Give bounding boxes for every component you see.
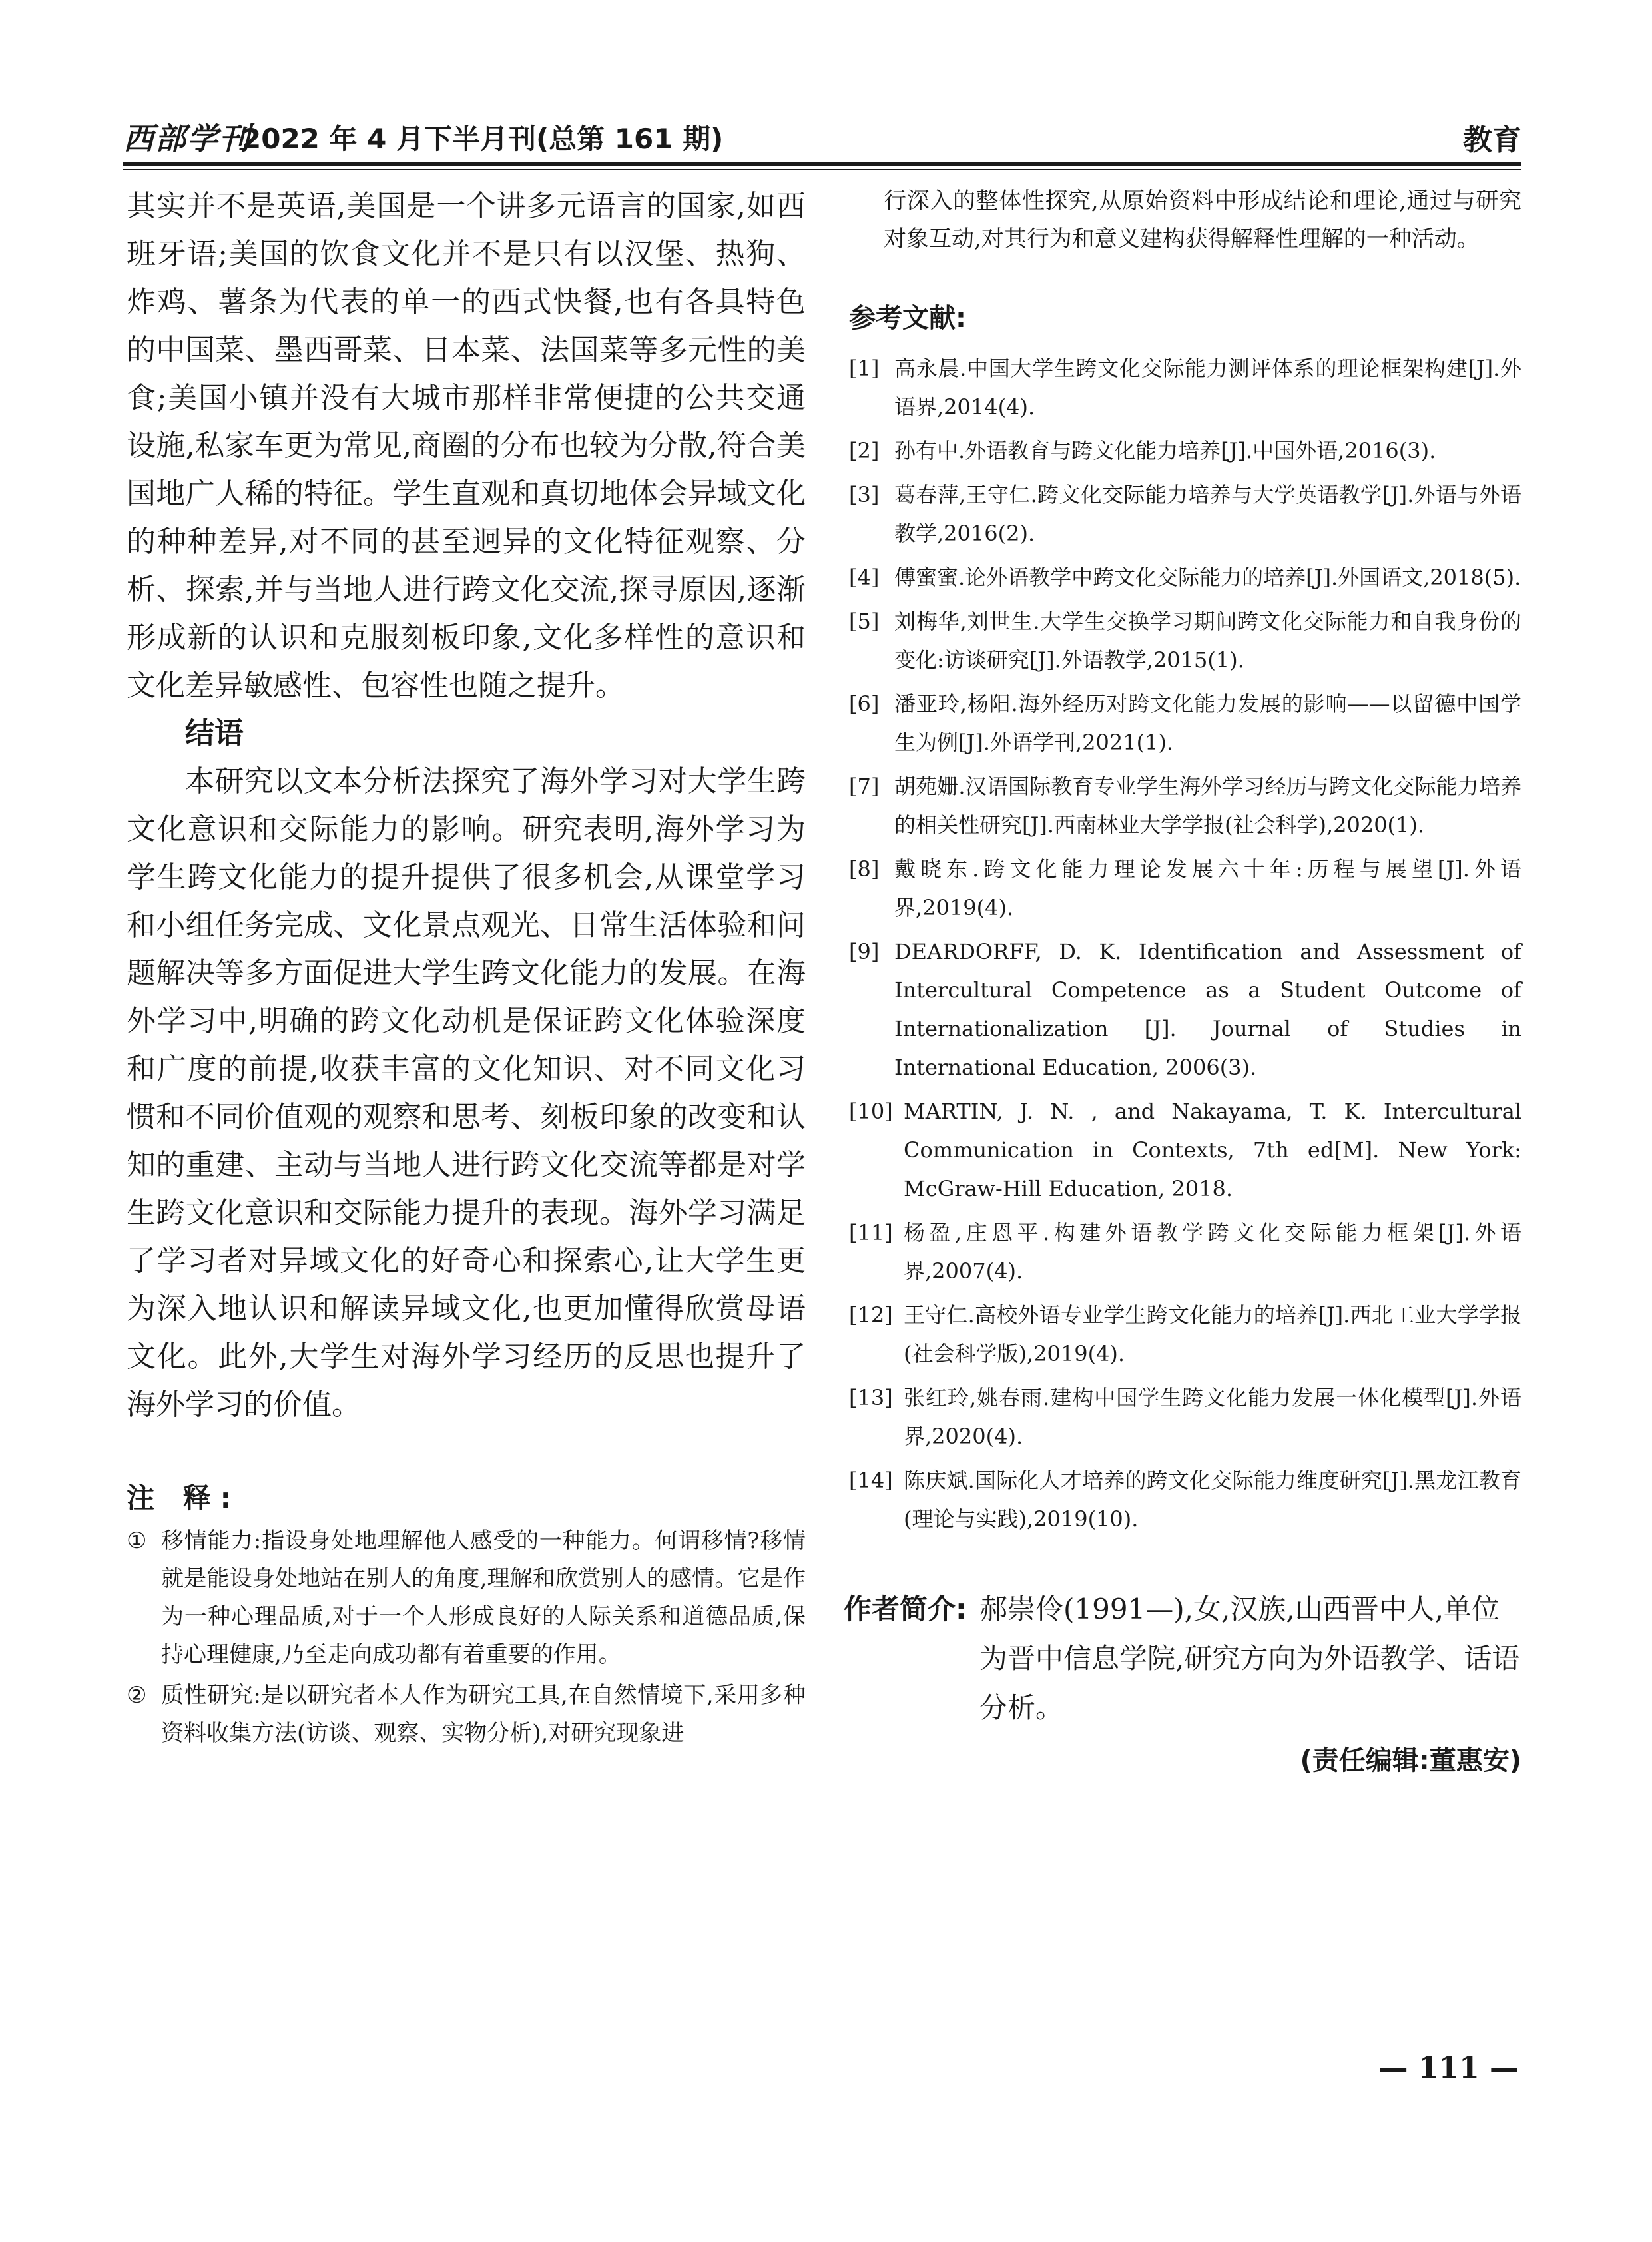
note-text: 质性研究:是以研究者本人作为研究工具,在自然情境下,采用多种资料收集方法(访谈、观察、实物分析),对研究现象进 bbox=[161, 1682, 806, 1747]
reference-number: [2] bbox=[849, 438, 880, 463]
header-rule-thick bbox=[123, 162, 1521, 166]
conclusion-paragraph: 本研究以文本分析法探究了海外学习对大学生跨文化意识和交际能力的影响。研究表明,海外学习为学生跨文化能力的提升提供了很多机会,从课堂学习和小组任务完成、文化景点观光、日常生活体验和问题解决等多方面促进大学生跨文化能力的发展。在海外学习中,明确的跨文化动机是保证跨文化体验深度和广度的前提,收获丰富的文化知识、对不同文化习惯和不同价值观的观察和思考、刻板印象的改变和认知的重建、主动与当地人进行跨文化交流等都是对学生跨文化意识和交际能力提升的表现。海外学习满足了学习者对异域文化的好奇心和探索心,让大学生更为深入地认识和解读异域文化,也更加懂得欣赏母语文化。此外,大学生对海外学习经历的反思也提升了海外学习的价值。 bbox=[127, 764, 806, 1422]
reference-number: [9] bbox=[849, 939, 880, 964]
reference-item bbox=[849, 1213, 1521, 1290]
notes-title: 注 释: bbox=[127, 1482, 241, 1514]
reference-text: 傅蜜蜜.论外语教学中跨文化交际能力的培养[J].外国语文,2018(5). bbox=[894, 565, 1521, 590]
left-column bbox=[127, 182, 806, 1753]
body-text bbox=[127, 182, 806, 1429]
author-bio bbox=[844, 1585, 1521, 1733]
reference-item bbox=[849, 767, 1521, 844]
reference-text: 刘梅华,刘世生.大学生交换学习期间跨文化交际能力和自我身份的变化:访谈研究[J].外语教学,2015(1). bbox=[894, 609, 1521, 673]
reference-number: [3] bbox=[849, 482, 880, 507]
author-text: 郝崇伶(1991—),女,汉族,山西晋中人,单位为晋中信息学院,研究方向为外语教学、话语分析。 bbox=[979, 1593, 1520, 1724]
reference-text: 胡苑姗.汉语国际教育专业学生海外学习经历与跨文化交际能力培养的相关性研究[J].西南林业大学学报(社会科学),2020(1). bbox=[894, 774, 1521, 838]
note-item bbox=[127, 1677, 806, 1753]
journal-logo: 西部学刊 bbox=[123, 121, 251, 156]
reference-number: [8] bbox=[849, 856, 880, 882]
reference-number: [14] bbox=[849, 1468, 893, 1493]
reference-text: 杨盈,庄恩平.构建外语教学跨文化交际能力框架[J].外语界,2007(4). bbox=[904, 1220, 1521, 1284]
right-column bbox=[844, 182, 1521, 1781]
reference-text: 王守仁.高校外语专业学生跨文化能力的培养[J].西北工业大学学报(社会科学版),2019(4). bbox=[904, 1302, 1521, 1366]
reference-text: 葛春萍,王守仁.跨文化交际能力培养与大学英语教学[J].外语与外语教学,2016(2). bbox=[894, 482, 1521, 546]
reference-number: [13] bbox=[849, 1385, 893, 1410]
reference-text: 潘亚玲,杨阳.海外经历对跨文化能力发展的影响——以留德中国学生为例[J].外语学刊,2021(1). bbox=[894, 691, 1521, 755]
reference-number: [6] bbox=[849, 691, 880, 716]
note-item bbox=[127, 1522, 806, 1674]
responsible-editor: (责任编辑:董惠安) bbox=[1300, 1745, 1521, 1776]
reference-text: 高永晨.中国大学生跨文化交际能力测评体系的理论框架构建[J].外语界,2014(4). bbox=[894, 356, 1521, 420]
author-label: 作者简介: bbox=[844, 1593, 967, 1625]
reference-number: [1] bbox=[849, 356, 880, 381]
reference-item bbox=[849, 349, 1521, 426]
reference-text: 陈庆斌.国际化人才培养的跨文化交际能力维度研究[J].黑龙江教育(理论与实践),2019(10). bbox=[904, 1468, 1521, 1532]
reference-item bbox=[849, 1296, 1521, 1373]
reference-item bbox=[849, 602, 1521, 679]
page-number: — 111 — bbox=[1378, 2051, 1519, 2085]
reference-number: [7] bbox=[849, 774, 880, 799]
references-list bbox=[849, 349, 1521, 1538]
reference-number: [4] bbox=[849, 565, 880, 590]
reference-number: [10] bbox=[849, 1099, 893, 1124]
issue-info: 2022 年 4 月下半月刊(总第 161 期) bbox=[242, 123, 724, 155]
reference-item bbox=[849, 1092, 1521, 1208]
reference-text: 戴晓东.跨文化能力理论发展六十年:历程与展望[J].外语界,2019(4). bbox=[894, 856, 1521, 920]
references-title: 参考文献: bbox=[849, 303, 966, 334]
header-rule-thin bbox=[123, 169, 1521, 170]
reference-number: [12] bbox=[849, 1302, 893, 1328]
reference-text: DEARDORFF, D. K. Identification and Assessment of Intercultural Competence as a Student Outcome of Internationalization [J]. Journal of Studies in International Education, 2006(3). bbox=[894, 939, 1521, 1080]
conclusion-heading: 结语 bbox=[185, 716, 244, 750]
reference-text: 张红玲,姚春雨.建构中国学生跨文化能力发展一体化模型[J].外语界,2020(4). bbox=[904, 1385, 1521, 1449]
reference-text: MARTIN, J. N. , and Nakayama, T. K. Intercultural Communication in Contexts, 7th ed[M]. New York: McGraw-Hill Education, 2018. bbox=[904, 1099, 1521, 1201]
note-mark: ② bbox=[127, 1682, 147, 1709]
reference-number: [11] bbox=[849, 1220, 893, 1245]
note-continuation: 行深入的整体性探究,从原始资料中形成结论和理论,通过与研究对象互动,对其行为和意义建构获得解释性理解的一种活动。 bbox=[884, 188, 1521, 252]
note-mark: ① bbox=[127, 1528, 147, 1554]
body-paragraph: 其实并不是英语,美国是一个讲多元语言的国家,如西班牙语;美国的饮食文化并不是只有以汉堡、热狗、炸鸡、薯条为代表的单一的西式快餐,也有各具特色的中国菜、墨西哥菜、日本菜、法国菜等多元性的美食;美国小镇并没有大城市那样非常便捷的公共交通设施,私家车更为常见,商圈的分布也较为分散,符合美国地广人稀的特征。学生直观和真切地体会异域文化的种种差异,对不同的甚至迥异的文化特征观察、分析、探索,并与当地人进行跨文化交流,探寻原因,逐渐形成新的认识和克服刻板印象,文化多样性的意识和文化差异敏感性、包容性也随之提升。 bbox=[127, 189, 806, 702]
reference-item bbox=[849, 558, 1521, 597]
reference-item bbox=[849, 475, 1521, 553]
reference-item bbox=[849, 850, 1521, 927]
section-label: 教育 bbox=[1463, 123, 1521, 157]
reference-number: [5] bbox=[849, 609, 880, 634]
reference-item bbox=[849, 1461, 1521, 1538]
note-text: 移情能力:指设身处地理解他人感受的一种能力。何谓移情?移情就是能设身处地站在别人的角度,理解和欣赏别人的感情。它是作为一种心理品质,对于一个人形成良好的人际关系和道德品质,保持心理健康,乃至走向成功都有着重要的作用。 bbox=[161, 1528, 806, 1668]
reference-item bbox=[849, 1378, 1521, 1456]
reference-text: 孙有中.外语教育与跨文化能力培养[J].中国外语,2016(3). bbox=[894, 438, 1436, 463]
reference-item bbox=[849, 685, 1521, 762]
reference-item bbox=[849, 431, 1521, 470]
page-header bbox=[123, 112, 1521, 158]
reference-item bbox=[849, 932, 1521, 1087]
